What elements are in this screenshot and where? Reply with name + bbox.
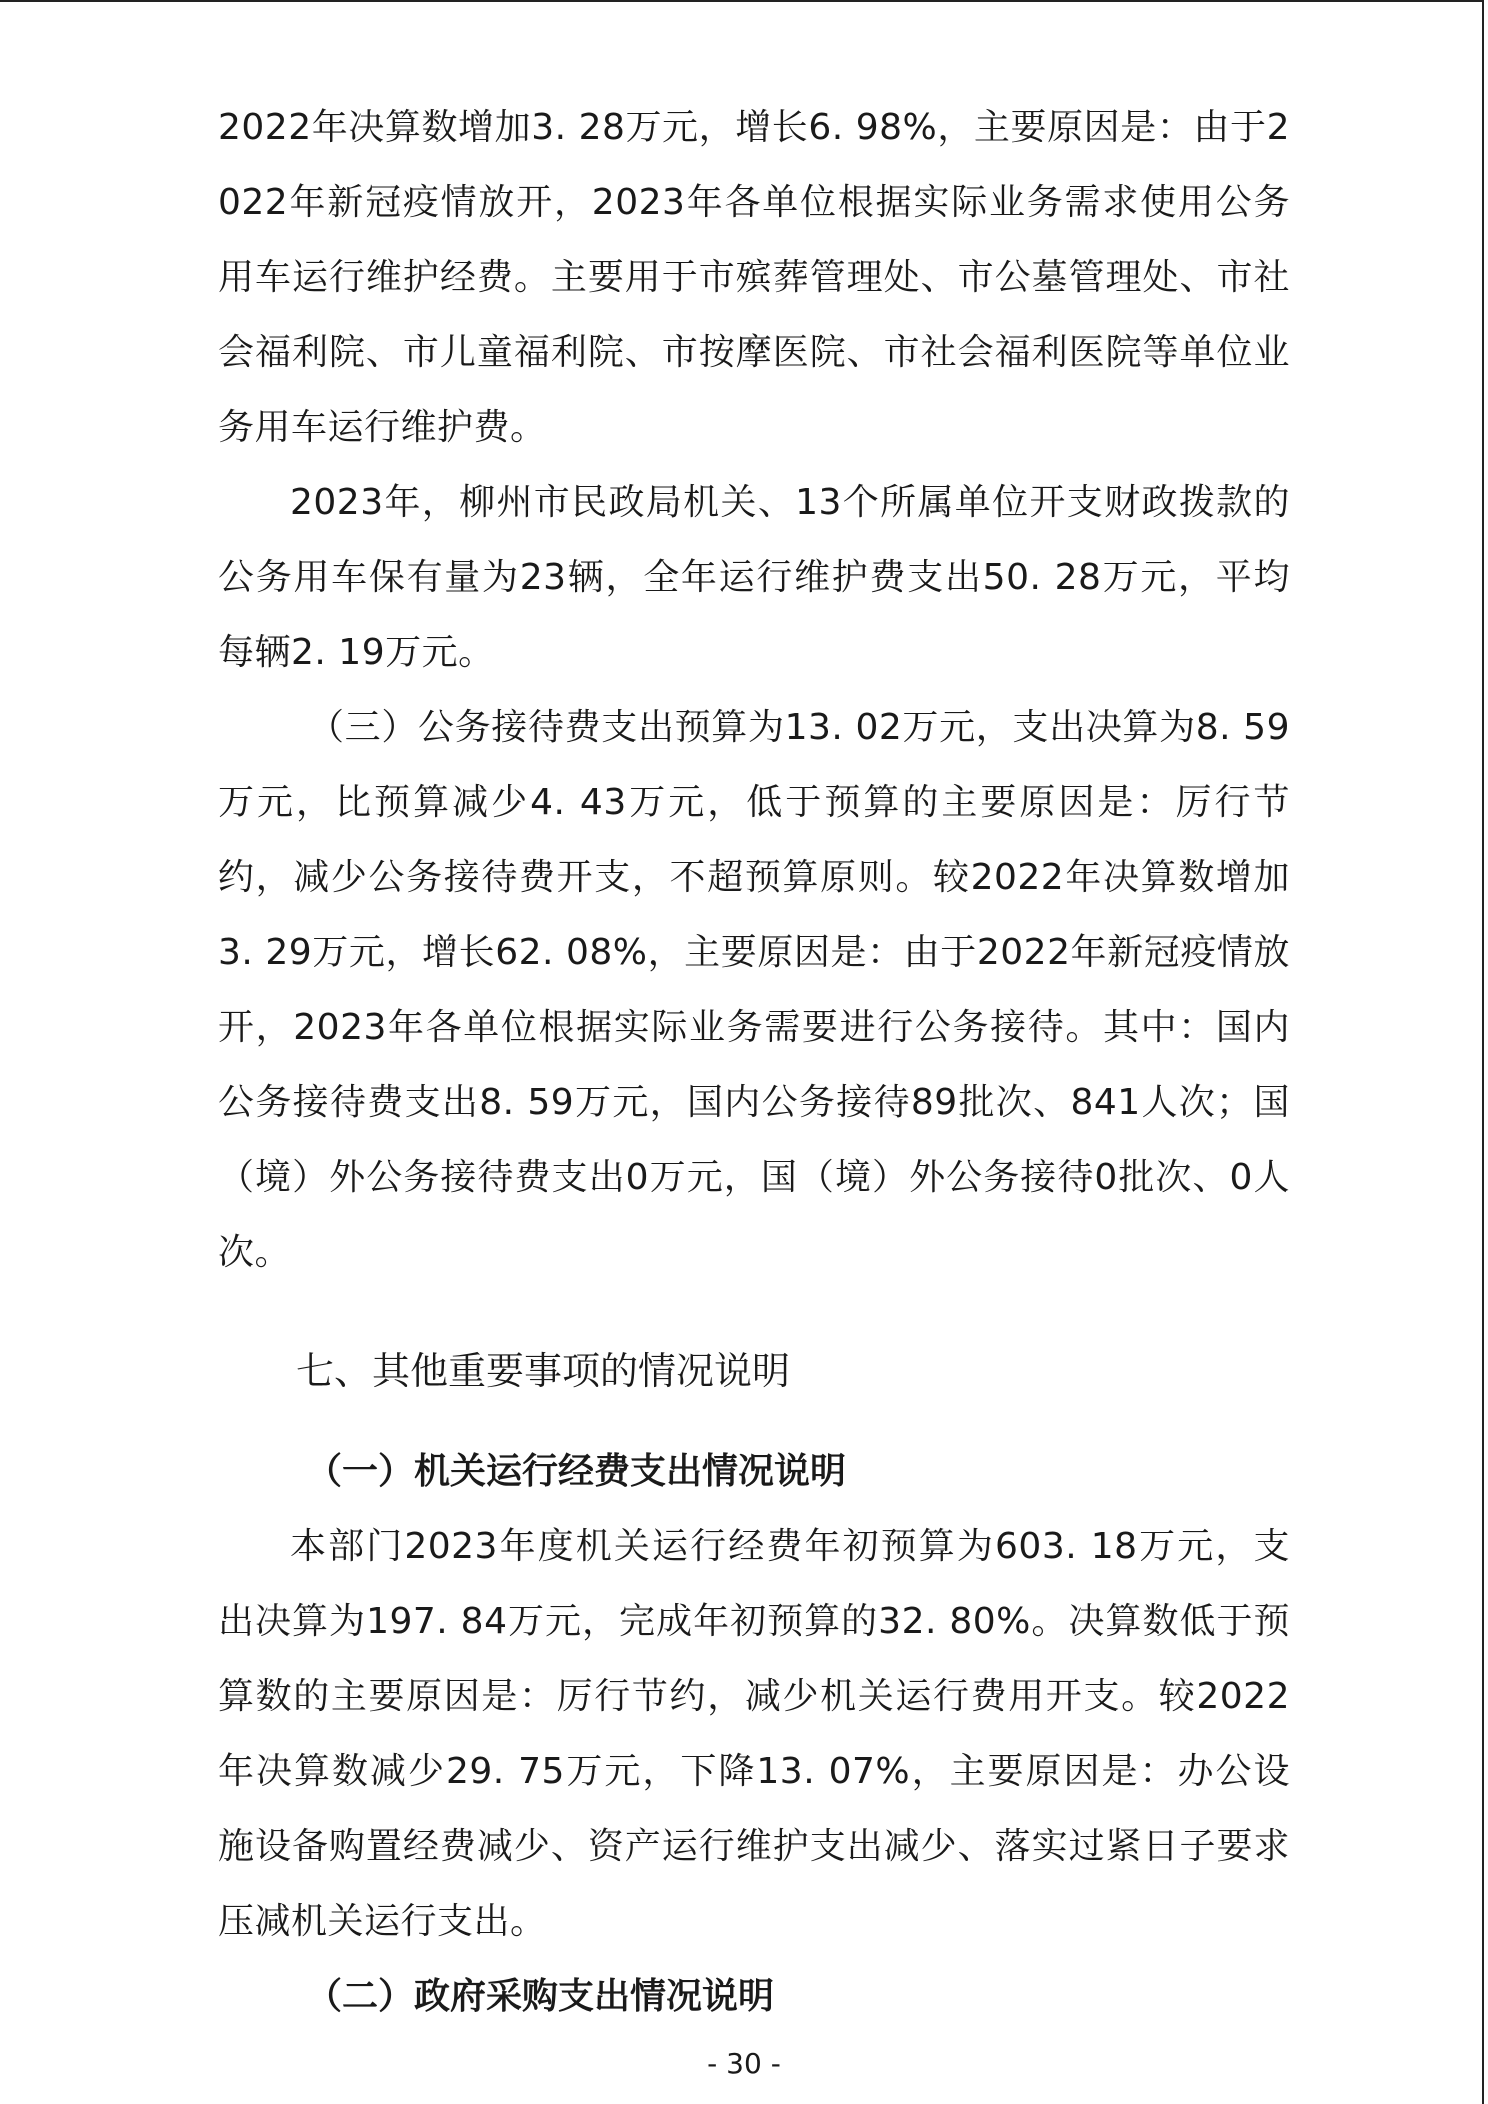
paragraph-reception-expense: （三）公务接待费支出预算为13. 02万元，支出决算为8. 59万元，比预算减少4. 43万元，低于预算的主要原因是：厉行节约，减少公务接待费开支，不超预算原则。较2022年决算数增加3. 29万元，增长62. 08%，主要原因是：由于2022年新冠疫情放开，2023年各单位根据实际业务需要进行公务接待。其中：国内公务接待费支出8. 59万元，国内公务接待89批次、841人次；国（境）外公务接待费支出0万元，国（境）外公务接待0批次、0人次。 [218,707,1290,1273]
section-heading-other-matters: 七、其他重要事项的情况说明 [296,1349,791,1393]
paragraph-vehicle-expense-continued: 2022年决算数增加3. 28万元，增长6. 98%，主要原因是：由于2022年新冠疫情放开，2023年各单位根据实际业务需求使用公务用车运行维护经费。主要用于市殡葬管理处、市公墓管理处、市社会福利院、市儿童福利院、市按摩医院、市社会福利医院等单位业务用车运行维护费。 [218,107,1290,448]
page-number: - 30 - [707,2047,781,2080]
subheading-government-procurement: （二）政府采购支出情况说明 [306,1976,775,2017]
paragraph-vehicle-count: 2023年，柳州市民政局机关、13个所属单位开支财政拨款的公务用车保有量为23辆，全年运行维护费支出50. 28万元，平均每辆2. 19万元。 [218,482,1290,673]
paragraph-operating-expense: 本部门2023年度机关运行经费年初预算为603. 18万元，支出决算为197. 84万元，完成年初预算的32. 80%。决算数低于预算数的主要原因是：厉行节约，减少机关运行费用开支。较2022年决算数减少29. 75万元，下降13. 07%，主要原因是：办公设施设备购置经费减少、资产运行维护支出减少、落实过紧日子要求压减机关运行支出。 [218,1526,1290,1942]
subheading-operating-expense: （一）机关运行经费支出情况说明 [306,1451,847,1492]
document-body [218,90,1290,2034]
